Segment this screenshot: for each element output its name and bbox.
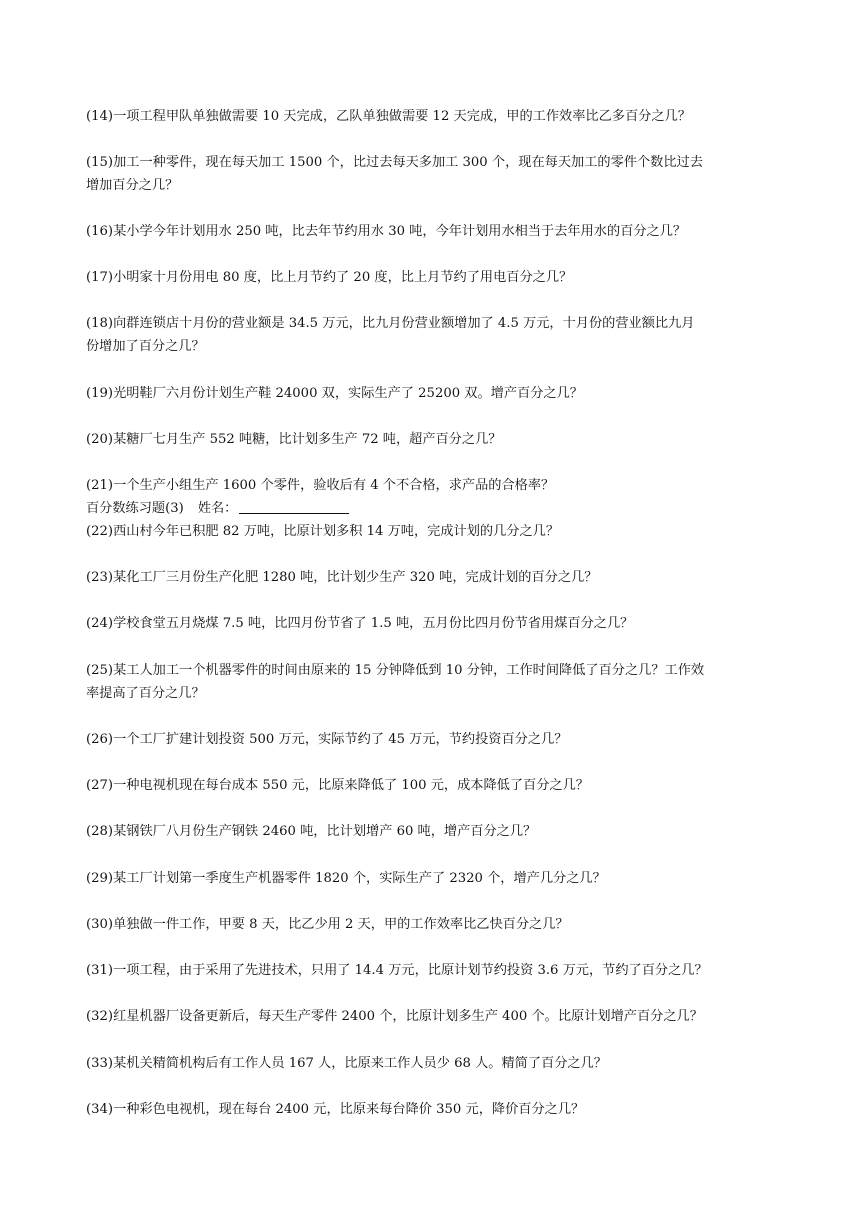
name-blank-line [239,499,349,514]
problem-14: (14)一项工程甲队单独做需要 10 天完成，乙队单独做需要 12 天完成，甲的工作效率比乙多百分之几？ [86,109,691,124]
problem-21: (21)一个生产小组生产 1600 个零件，验收后有 4 个不合格，求产品的合格率？ [86,478,555,493]
problem-30: (30)单独做一件工作，甲要 8 天，比乙少用 2 天，甲的工作效率比乙快百分之几？ [86,917,569,932]
name-label: 姓名： [197,501,238,516]
section-header [86,498,786,520]
problem-28: (28)某钢铁厂八月份生产钢铁 2460 吨，比计划增产 60 吨，增产百分之几？ [86,824,537,839]
problem-18-line-2: 份增加了百分之几？ [86,339,205,354]
problem-15-line-2: 增加百分之几？ [86,178,179,193]
problem-15-line-1: (15)加工一种零件，现在每天加工 1500 个，比过去每天多加工 300 个，现在每天加工的零件个数比过去 [86,155,703,170]
problem-25-line-2: 率提高了百分之几？ [86,686,205,701]
problem-17: (17)小明家十月份用电 80 度，比上月节约了 20 度，比上月节约了用电百分之几？ [86,270,573,285]
problem-32: (32)红星机器厂设备更新后，每天生产零件 2400 个，比原计划多生产 400 个。比原计划增产百分之几？ [86,1009,703,1024]
problem-27: (27)一种电视机现在每台成本 550 元，比原来降低了 100 元，成本降低了百分之几？ [86,778,589,793]
problem-18-line-1: (18)向群连锁店十月份的营业额是 34.5 万元，比九月份营业额增加了 4.5 万元，十月份的营业额比九月 [86,316,695,331]
problem-19: (19)光明鞋厂六月份计划生产鞋 24000 双，实际生产了 25200 双。增产百分之几？ [86,386,583,401]
problem-23: (23)某化工厂三月份生产化肥 1280 吨，比计划少生产 320 吨，完成计划的百分之几？ [86,570,598,585]
problem-34: (34)一种彩色电视机，现在每台 2400 元，比原来每台降价 350 元，降价百分之几？ [86,1102,585,1117]
problem-22: (22)西山村今年已积肥 82 万吨，比原计划多积 14 万吨，完成计划的几分之几？ [86,524,560,539]
problem-20: (20)某糖厂七月生产 552 吨糖，比计划多生产 72 吨，超产百分之几？ [86,432,502,447]
problem-26: (26)一个工厂扩建计划投资 500 万元，实际节约了 45 万元，节约投资百分之几？ [86,732,568,747]
problem-33: (33)某机关精简机构后有工作人员 167 人，比原来工作人员少 68 人。精简了百分之几？ [86,1056,607,1071]
problem-29: (29)某工厂计划第一季度生产机器零件 1820 个，实际生产了 2320 个，增产几分之几？ [86,871,606,886]
problem-24: (24)学校食堂五月烧煤 7.5 吨，比四月份节省了 1.5 吨，五月份比四月份节省用煤百分之几？ [86,616,634,631]
problem-31: (31)一项工程，由于采用了先进技术，只用了 14.4 万元，比原计划节约投资 3.6 万元，节约了百分之几？ [86,963,708,978]
section-title: 百分数练习题(3) [86,501,184,516]
problem-25-line-1: (25)某工人加工一个机器零件的时间由原来的 15 分钟降低到 10 分钟，工作时间降低了百分之几？工作效 [86,663,705,678]
problem-16: (16)某小学今年计划用水 250 吨，比去年节约用水 30 吨，今年计划用水相当于去年用水的百分之几？ [86,224,687,239]
